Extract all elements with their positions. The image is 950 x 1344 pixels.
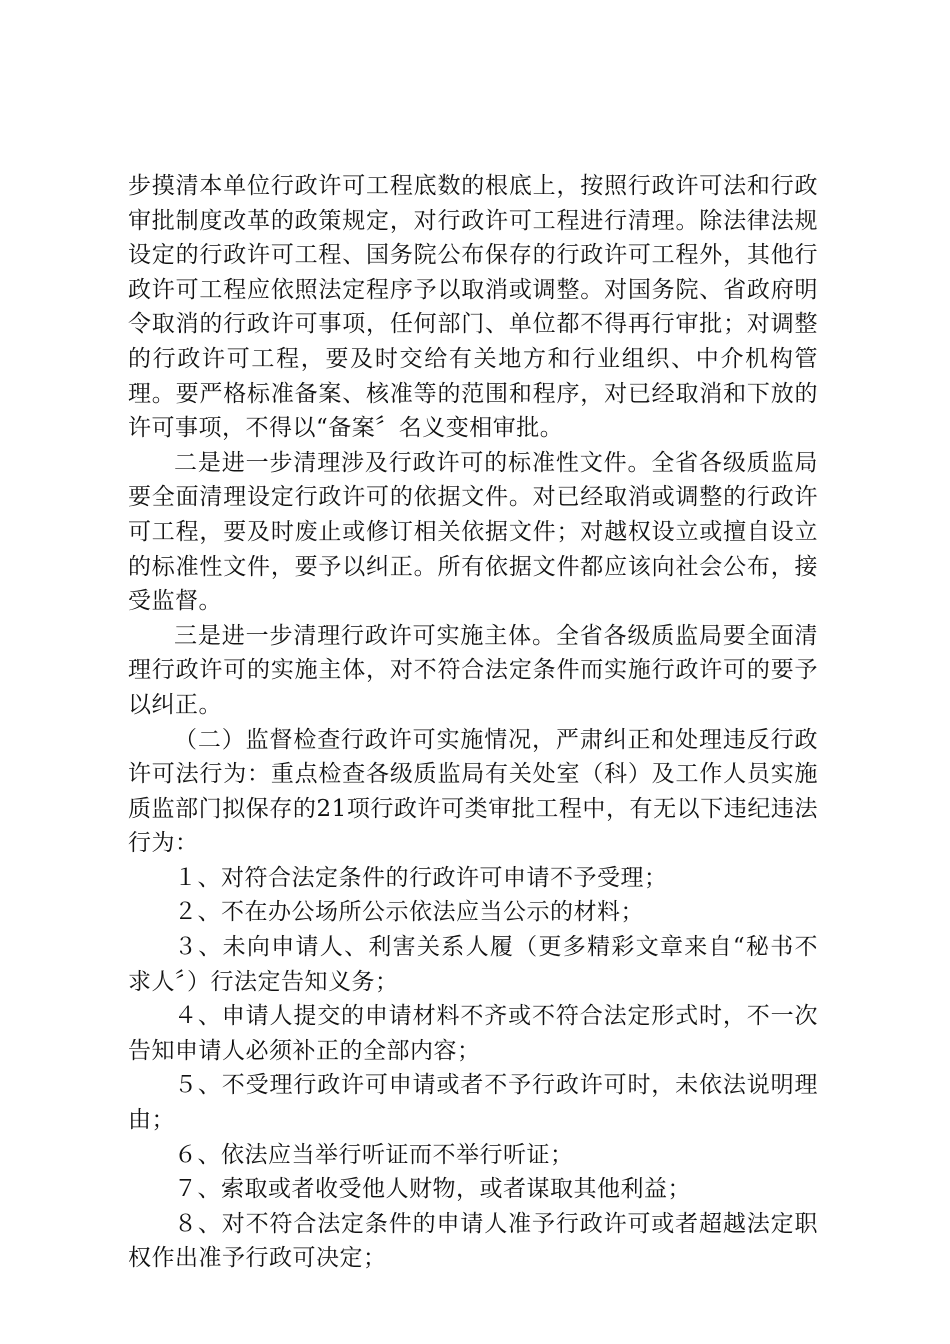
list-item-1: １、对符合法定条件的行政许可申请不予受理； xyxy=(174,864,668,891)
list-item-3: ３、未向申请人、利害关系人履（更多精彩文章来自“秘书不求人〞）行法定告知义务； xyxy=(128,934,818,995)
list-item-8: ８、对不符合法定条件的申请人准予行政许可或者超越法定职权作出准予行政可决定； xyxy=(128,1210,818,1272)
list-item-5: ５、不受理行政许可申请或者不予行政许可时，未依法说明理由； xyxy=(128,1072,818,1134)
list-item-7: ７、索取或者收受他人财物，或者谋取其他利益； xyxy=(174,1176,691,1203)
paragraph-item-3: 三是进一步清理行政许可实施主体。全省各级质监局要全面清理行政许可的实施主体，对不符合法定条件而实施行政许可的要予以纠正。 xyxy=(128,622,818,718)
list-item-6: ６、依法应当举行听证而不举行听证； xyxy=(174,1141,574,1168)
document-body xyxy=(128,169,818,1276)
list-item-4: ４、申请人提交的申请材料不齐或不符合法定形式时，不一次告知申请人必须补正的全部内容； xyxy=(128,1003,818,1064)
paragraph-item-2: 二是进一步清理涉及行政许可的标准性文件。全省各级质监局要全面清理设定行政许可的依据文件。对已经取消或调整的行政许可工程，要及时废止或修订相关依据文件；对越权设立或擅自设立的标准性文件，要予以纠正。所有依据文件都应该向社会公布，接受监督。 xyxy=(128,449,818,615)
paragraph-section-2: （二）监督检查行政许可实施情况，严肃纠正和处理违反行政许可法行为：重点检查各级质监局有关处室（科）及工作人员实施质监部门拟保存的21项行政许可类审批工程中，有无以下违纪违法行为： xyxy=(128,726,818,857)
paragraph-continuation: 步摸清本单位行政许可工程底数的根底上，按照行政许可法和行政审批制度改革的政策规定，对行政许可工程进行清理。除法律法规设定的行政许可工程、国务院公布保存的行政许可工程外，其他行政许可工程应依照法定程序予以取消或调整。对国务院、省政府明令取消的行政许可事项，任何部门、单位都不得再行审批；对调整的行政许可工程，要及时交给有关地方和行业组织、中介机构管理。要严格标准备案、核准等的范围和程序，对已经取消和下放的许可事项，不得以“备案〞名义变相审批。 xyxy=(128,173,818,442)
list-item-2: ２、不在办公场所公示依法应当公示的材料； xyxy=(174,899,644,926)
